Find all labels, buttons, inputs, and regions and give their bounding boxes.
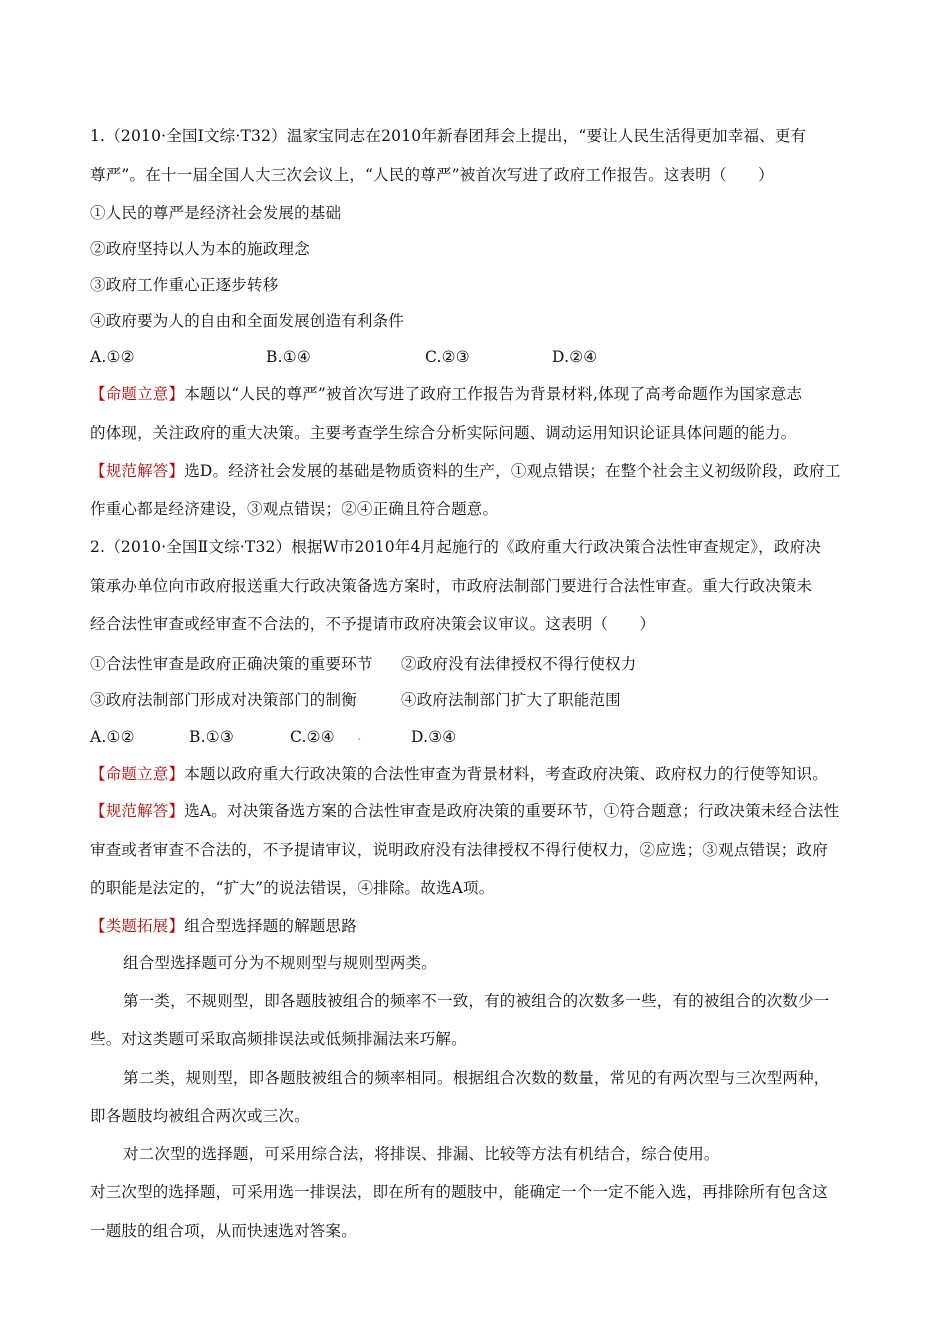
- q2-intent-text-1: 本题以政府重大行政决策的合法性审查为背景材料，考查政府决策、政府权力的行使等知识。: [184, 765, 828, 783]
- q2-answer-text-1: 选A。对决策备选方案的合法性审查是政府决策的重要环节，①符合题意；行政决策未经合法性: [184, 802, 840, 820]
- q1-intent-tag: 【命题立意】: [90, 385, 185, 403]
- extension-title: 组合型选择题的解题思路: [184, 917, 357, 935]
- q1-intent-line-2: 的体现，关注政府的重大决策。主要考查学生综合分析实际问题、调动运用知识论证具体问题的能力。: [90, 424, 797, 442]
- q2-option-b: B.①③: [189, 728, 234, 746]
- q1-answer-line-2: 作重心都是经济建设，③观点错误；②④正确且符合题意。: [90, 500, 499, 518]
- extension-paragraph-4: 对二次型的选择题，可采用综合法，将排误、排漏、比较等方法有机结合，综合使用。: [123, 1145, 720, 1163]
- q1-option-a: A.①②: [90, 348, 135, 366]
- extension-paragraph-1: 组合型选择题可分为不规则型与规则型两类。: [123, 954, 438, 972]
- q2-answer-line-3: 的职能是法定的，“扩大”的说法错误，④排除。故选A项。: [90, 879, 495, 897]
- q1-item-3: ③政府工作重心正逐步转移: [90, 276, 279, 294]
- q2-stem-line-2: 策承办单位向市政府报送重大行政决策备选方案时，市政府法制部门要进行合法性审查。重大行政决策未: [90, 577, 813, 595]
- q1-item-1: ①人民的尊严是经济社会发展的基础: [90, 204, 342, 222]
- q2-item-4: ④政府法制部门扩大了职能范围: [401, 691, 621, 709]
- q1-stem-line-1: 1.（2010·全国Ⅰ文综·T32）温家宝同志在2010年新春团拜会上提出，“要让人民生活得更加幸福、更有: [90, 127, 807, 145]
- q1-option-d: D.②④: [552, 348, 598, 366]
- q1-stem-line-2: 尊严”。在十一届全国人大三次会议上，“人民的尊严”被首次写进了政府工作报告。这表明（ ）: [90, 166, 774, 184]
- q2-stem-line-3: 经合法性审查或经审查不合法的，不予提请市政府决策会议审议。这表明（ ）: [90, 615, 656, 633]
- q2-option-c: C.②④: [290, 728, 335, 746]
- q1-option-b: B.①④: [266, 348, 311, 366]
- extension-paragraph-5-line-1: 对三次型的选择题，可采用选一排误法，即在所有的题肢中，能确定一个一定不能入选，再排除所有包含这: [90, 1183, 828, 1201]
- q2-item-2: ②政府没有法律授权不得行使权力: [401, 655, 637, 673]
- q1-answer-text-1: 选D。经济社会发展的基础是物质资料的生产，①观点错误；在整个社会主义初级阶段，政府工: [184, 462, 841, 480]
- q2-option-a: A.①②: [90, 728, 135, 746]
- extension-heading: [90, 914, 870, 938]
- q2-stem-line-1: 2.（2010·全国Ⅱ文综·T32）根据W市2010年4月起施行的《政府重大行政决策合法性审查规定》，政府决: [90, 538, 821, 556]
- q2-intent-tag: 【命题立意】: [90, 765, 185, 783]
- q1-answer-line-1: [90, 459, 870, 483]
- q1-intent-text-1: 本题以“人民的尊严”被首次写进了政府工作报告为背景材料,体现了高考命题作为国家意志: [184, 385, 803, 403]
- q2-stray-mark: .: [357, 729, 362, 744]
- q2-item-1: ①合法性审查是政府正确决策的重要环节: [90, 655, 373, 673]
- q1-item-2: ②政府坚持以人为本的施政理念: [90, 240, 310, 258]
- q2-answer-tag: 【规范解答】: [90, 802, 185, 820]
- q2-option-d: D.③④: [411, 728, 457, 746]
- q2-item-3: ③政府法制部门形成对决策部门的制衡: [90, 691, 357, 709]
- q2-answer-line-2: 审查或者审查不合法的，不予提请审议，说明政府没有法律授权不得行使权力，②应选；③观点错误；政府: [90, 841, 828, 859]
- q2-answer-line-1: [90, 799, 870, 823]
- q1-option-c: C.②③: [425, 348, 470, 366]
- extension-paragraph-3-line-2: 即各题肢均被组合两次或三次。: [90, 1107, 310, 1125]
- q1-answer-tag: 【规范解答】: [90, 462, 185, 480]
- extension-paragraph-2-line-2: 些。对这类题可采取高频排误法或低频排漏法来巧解。: [90, 1030, 467, 1048]
- extension-tag: 【类题拓展】: [90, 917, 185, 935]
- q2-intent-line-1: [90, 762, 870, 786]
- extension-paragraph-2-line-1: 第一类，不规则型，即各题肢被组合的频率不一致，有的被组合的次数多一些，有的被组合的次数少一: [123, 992, 830, 1010]
- q1-intent-line-1: [90, 382, 870, 406]
- q1-item-4: ④政府要为人的自由和全面发展创造有利条件: [90, 312, 405, 330]
- extension-paragraph-5-line-2: 一题肢的组合项，从而快速选对答案。: [90, 1222, 357, 1240]
- extension-paragraph-3-line-1: 第二类，规则型，即各题肢被组合的频率相同。根据组合次数的数量，常见的有两次型与三次型两种，: [123, 1069, 830, 1087]
